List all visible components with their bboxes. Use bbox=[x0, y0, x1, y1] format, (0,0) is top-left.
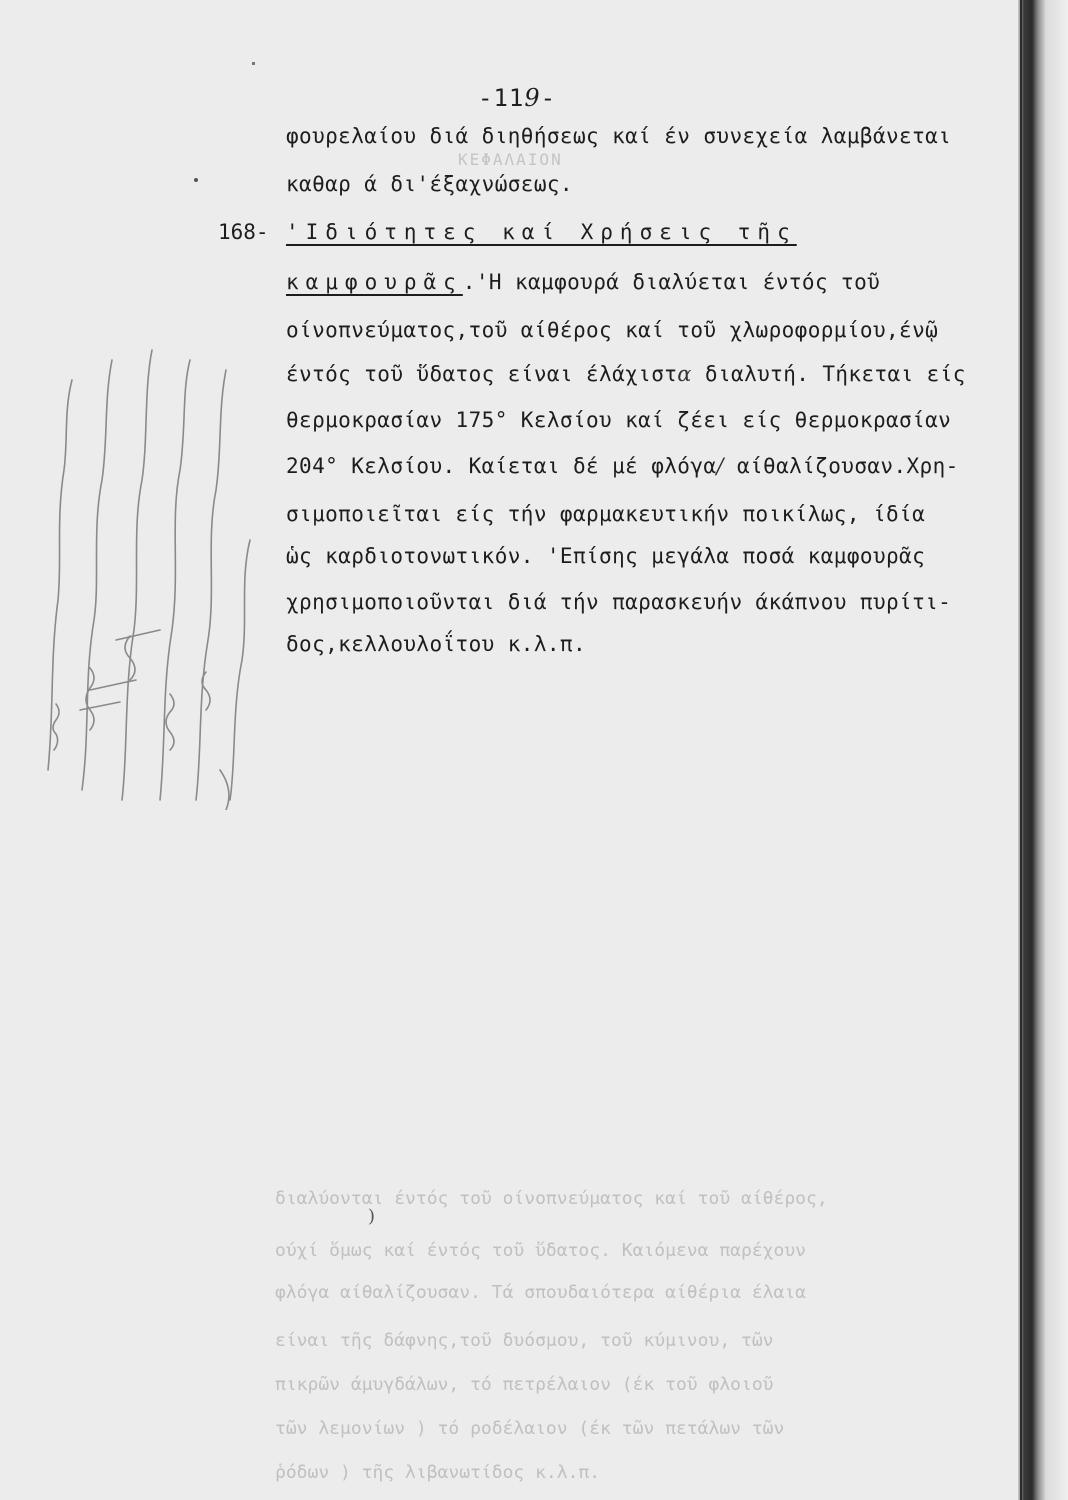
page-edge-line bbox=[1020, 0, 1022, 1500]
body-text-fragment: έντός τοῦ ὕδατος είναι έλάχιστ bbox=[286, 362, 678, 386]
body-text-line: θερμοκρασίαν 175° Κελσίου καί ζέει είς θερμοκρασίαν bbox=[286, 408, 952, 432]
body-text-fragment: 204° Κελσίου. Καίεται δέ μέ φλόγα bbox=[286, 454, 717, 478]
body-text-line bbox=[286, 270, 880, 294]
bleed-through-line: τῶν λεμονίων ) τό ροδέλαιον (έκ τῶν πετάλων τῶν bbox=[275, 1418, 785, 1439]
page-number-typed: -11 bbox=[478, 84, 525, 112]
bleed-through-line: διαλύονται έντός τοῦ οίνοπνεύματος καί τοῦ αίθέρος, bbox=[275, 1188, 828, 1209]
scan-edge-shadow bbox=[1018, 0, 1068, 1500]
body-text-line: φουρελαίου διά διηθήσεως καί έν συνεχεία λαμβάνεται bbox=[286, 124, 952, 148]
body-text-line: χρησιμοποιοῦνται διά τήν παρασκευήν άκάπνου πυρίτι- bbox=[286, 590, 952, 614]
body-text-line: σιμοποιεῖται είς τήν φαρμακευτικήν ποικίλως, ίδία bbox=[286, 502, 926, 526]
section-number: 168- bbox=[218, 220, 269, 244]
page-number bbox=[478, 84, 556, 112]
bleed-through-line: είναι τῆς δάφνης,τοῦ δυόσμου, τοῦ κύμινου, τῶν bbox=[275, 1330, 774, 1351]
bleed-through-heading: ΚΕΦΑΛΑΙΟΝ bbox=[458, 150, 563, 169]
scan-speck bbox=[194, 178, 198, 182]
body-text-line: οίνοπνεύματος,τοῦ αίθέρος καί τοῦ χλωροφορμίου,ένῷ bbox=[286, 318, 939, 342]
stray-pen-mark: ) bbox=[368, 1206, 376, 1227]
handwritten-strike-mark: / bbox=[716, 454, 724, 478]
handwritten-correction: α bbox=[677, 362, 692, 386]
bleed-through-line: φλόγα αίθαλίζουσαν. Τά σπουδαιότερα αίθέρια έλαια bbox=[275, 1282, 807, 1303]
handwritten-margin-notes bbox=[20, 330, 270, 810]
body-text-line: δος,κελλουλοΐτου κ.λ.π. bbox=[286, 632, 586, 656]
section-title: 'Ιδιότητες καί Χρήσεις τῆς bbox=[286, 220, 797, 244]
bleed-through-line: ούχί ὅμως καί έντός τοῦ ὕδατος. Καιόμενα παρέχουν bbox=[275, 1240, 807, 1261]
page-number-handwritten-digit: 9 bbox=[524, 84, 541, 112]
body-text-fragment: αίθαλίζουσαν.Χρη- bbox=[723, 454, 959, 478]
body-text-line: καθαρ ά δι'έξαχνώσεως. bbox=[286, 172, 573, 196]
scan-speck bbox=[252, 62, 255, 65]
bleed-through-line: ῥόδων ) τῆς λιβανωτίδος κ.λ.π. bbox=[275, 1462, 601, 1483]
page-number-suffix: - bbox=[540, 84, 557, 112]
section-title-continued: καμφουρᾶς bbox=[286, 270, 463, 294]
body-text-fragment: .'Η καμφουρά διαλύεται έντός τοῦ bbox=[462, 270, 881, 294]
body-text-line: ὡς καρδιοτονωτικόν. 'Επίσης μεγάλα ποσά καμφουρᾶς bbox=[286, 544, 926, 568]
body-text-line bbox=[286, 362, 966, 386]
body-text-line bbox=[286, 454, 959, 478]
bleed-through-line: πικρῶν άμυγδάλων, τό πετρέλαιον (έκ τοῦ φλοιοῦ bbox=[275, 1374, 774, 1395]
body-text-fragment: διαλυτή. Τήκεται είς bbox=[691, 362, 966, 386]
